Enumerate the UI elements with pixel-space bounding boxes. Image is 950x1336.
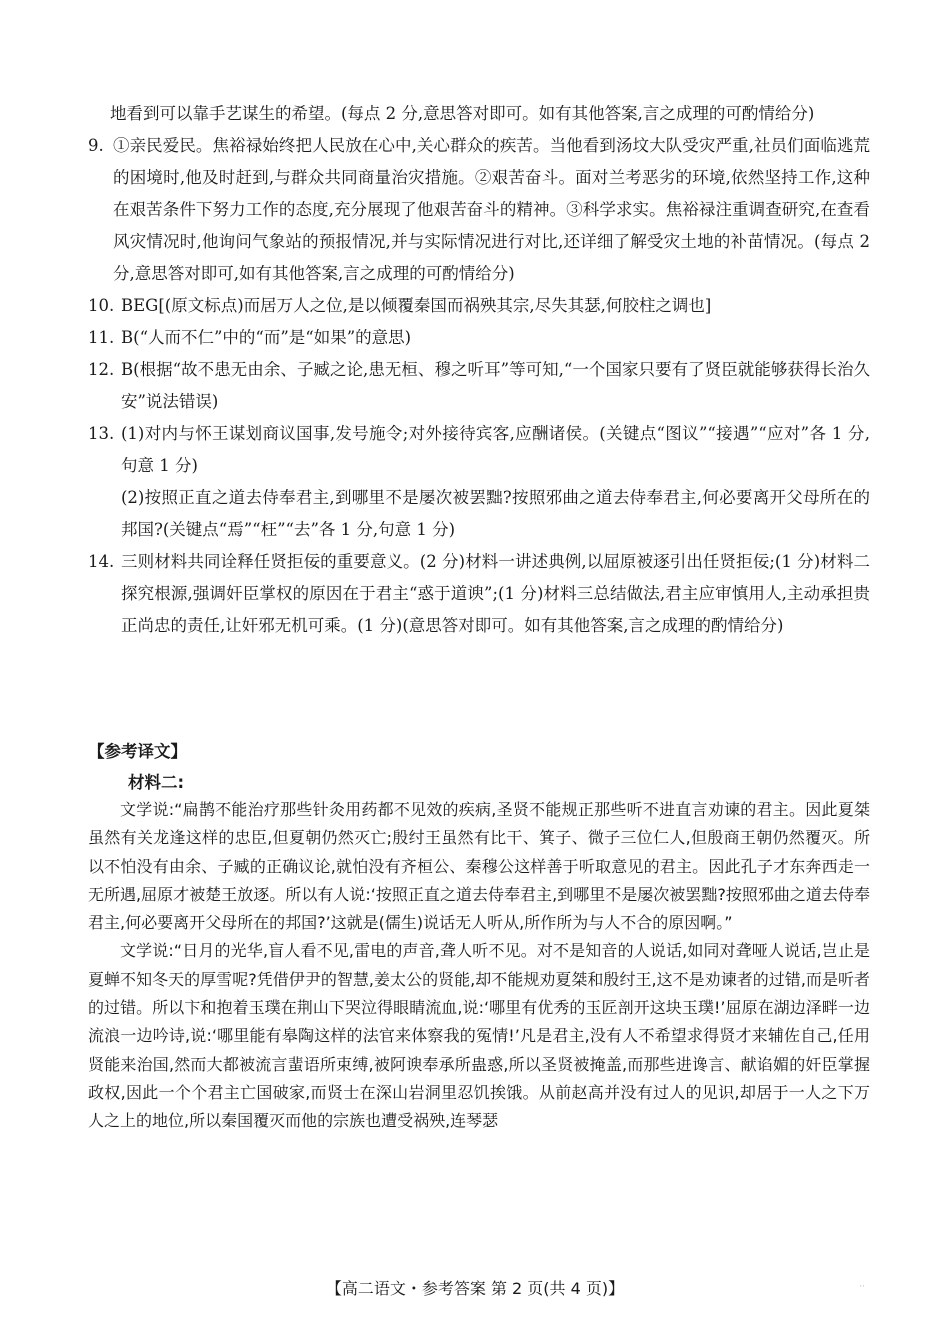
translation-body [88, 796, 870, 1136]
answer-13-part-2: (2)按照正直之道去侍奉君主,到哪里不是屡次被罢黜?按照邪曲之道去侍奉君主,何必要离开父母所在的邦国?(关键点“焉”“枉”“去”各 1 分,句意 1 分) [121, 488, 870, 539]
answer-10 [88, 290, 870, 322]
page-footer: 【高二语文・参考答案 第 2 页(共 4 页)】 [325, 1279, 625, 1298]
translation-paragraph: 文学说:“扁鹊不能治疗那些针灸用药都不见效的疾病,圣贤不能规正那些听不进直言劝谏的君主。因此夏桀虽然有关龙逢这样的忠臣,但夏朝仍然灭亡;殷纣王虽然有比干、箕子、微子三位仁人,但殷商王朝仍然覆灭。所以不怕没有由余、子臧的正确议论,就怕没有齐桓公、秦穆公这样善于听取意见的君主。因此孔子才东奔西走一无所遇,屈原才被楚王放逐。所以有人说:‘按照正直之道去侍奉君主,到哪里不是屡次被罢黜?按照邪曲之道去侍奉君主,何必要离开父母所在的邦国?’这就是(儒生)说话无人听从,所作所为与人不合的原因啊。” [88, 800, 870, 933]
answer-number: 14. [88, 552, 115, 571]
answer-number: 11. [88, 328, 115, 347]
answer-text: (1)对内与怀王谋划商议国事,发号施令;对外接待宾客,应酬诸侯。(关键点“图议”“接遇”“应对”各 1 分,句意 1 分) [121, 424, 870, 475]
answer-number: 10. [88, 296, 115, 315]
answer-text: 三则材料共同诠释任贤拒佞的重要意义。(2 分)材料一讲述典例,以屈原被逐引出任贤拒佞;(1 分)材料二探究根源,强调奸臣掌权的原因在于君主“惑于道谀”;(1 分)材料三总结做法,君主应审慎用人,主动承担贵正尚忠的责任,让奸邪无机可乘。(1 分)(意思答对即可。如有其他答案,言之成理的酌情给分) [121, 552, 870, 635]
answer-9 [88, 130, 870, 290]
material-label: 材料二: [128, 773, 185, 792]
corner-mark: ·· [859, 1282, 865, 1292]
answer-list [88, 98, 870, 642]
answer-13 [88, 418, 870, 482]
answer-14 [88, 546, 870, 642]
answer-number: 12. [88, 360, 115, 379]
answer-text: B(“人而不仁”中的“而”是“如果”的意思) [121, 328, 412, 347]
answer-text: B(根据“故不患无由余、子臧之论,患无桓、穆之听耳”等可知,“一个国家只要有了贤臣就能够获得长治久安”说法错误) [121, 360, 870, 411]
translation-paragraph: 文学说:“日月的光华,盲人看不见,雷电的声音,聋人听不见。对不是知音的人说话,如同对聋哑人说话,岂止是夏蝉不知冬天的厚雪呢?凭借伊尹的智慧,姜太公的贤能,却不能规劝夏桀和殷纣王,这不是劝谏者的过错,而是听者的过错。所以卞和抱着玉璞在荆山下哭泣得眼睛流血,说:‘哪里有优秀的玉匠剖开这块玉璞!’屈原在湖边泽畔一边流浪一边吟诗,说:‘哪里能有皋陶这样的法官来体察我的冤情!’凡是君主,没有人不希望求得贤才来辅佐自己,任用贤能来治国,然而大都被流言蜚语所束缚,被阿谀奉承所蛊惑,所以圣贤被掩盖,而那些进谗言、献谄媚的奸臣掌握政权,因此一个个君主亡国破家,而贤士在深山岩洞里忍饥挨饿。从前赵高并没有过人的见识,却居于一人之下万人之上的地位,所以秦国覆灭而他的宗族也遭受祸殃,连琴瑟 [88, 941, 870, 1131]
answer-8-continuation: 地看到可以靠手艺谋生的希望。(每点 2 分,意思答对即可。如有其他答案,言之成理的可酌情给分) [110, 104, 815, 123]
answer-text: BEG[(原文标点)而居万人之位,是以倾覆秦国而祸殃其宗,尽失其瑟,何胶柱之调也] [121, 296, 712, 315]
answer-number: 9. [88, 136, 104, 155]
answer-12 [88, 354, 870, 418]
answer-number: 13. [88, 424, 115, 443]
answer-11 [88, 322, 870, 354]
translation-heading: 【参考译文】 [88, 742, 187, 761]
answer-text: ①亲民爱民。焦裕禄始终把人民放在心中,关心群众的疾苦。当他看到汤坟大队受灾严重,社员们面临逃荒的困境时,他及时赶到,与群众共同商量治灾措施。②艰苦奋斗。面对兰考恶劣的环境,依然坚持工作,这种在艰苦条件下努力工作的态度,充分展现了他艰苦奋斗的精神。③科学求实。焦裕禄注重调查研究,在查看风灾情况时,他询问气象站的预报情况,并与实际情况进行对比,还详细了解受灾土地的补苗情况。(每点 2 分,意思答对即可,如有其他答案,言之成理的可酌情给分) [113, 136, 870, 283]
